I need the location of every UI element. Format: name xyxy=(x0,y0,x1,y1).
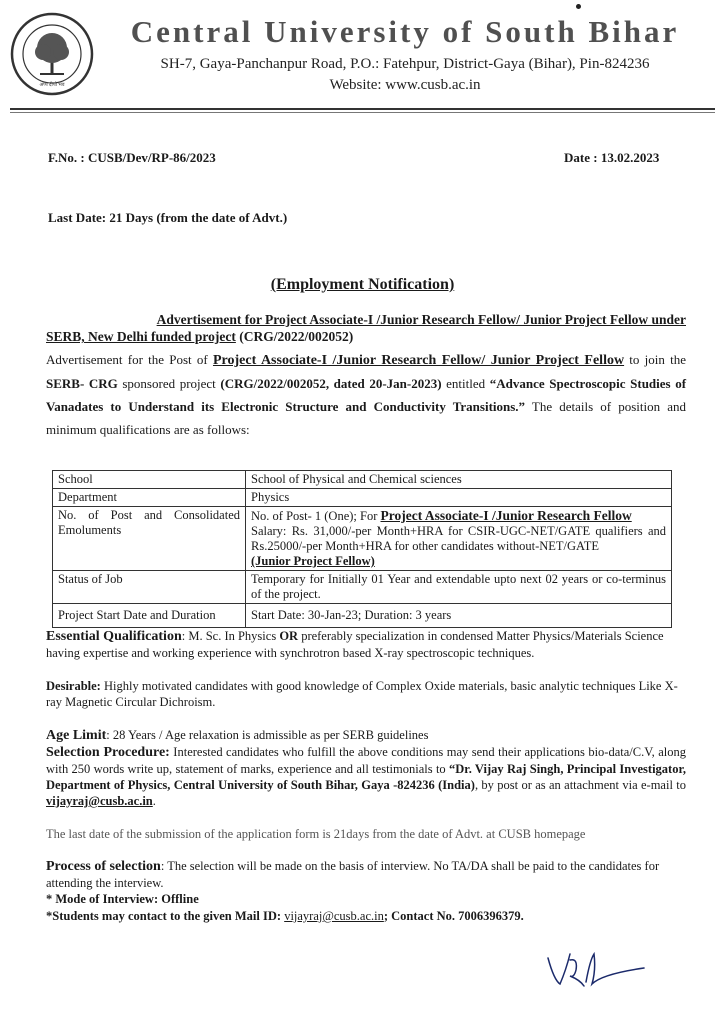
contact-prefix: *Students may contact to the given Mail ID: xyxy=(46,909,285,923)
table-cell-key: Status of Job xyxy=(53,571,246,604)
university-name: Central University of South Bihar xyxy=(130,14,680,49)
advt-heading-line1: Advertisement for Project Associate-I /Junior Research Fellow/ Junior Project Fellow under xyxy=(156,312,686,327)
header-rule-thin xyxy=(10,112,715,113)
table-cell-value: Physics xyxy=(246,489,672,507)
process-text: : The selection will be made on the basis of interview. No TA/DA shall be paid to the candidates for attending the interview. xyxy=(46,859,660,890)
process-label: Process of selection xyxy=(46,859,161,874)
table-row xyxy=(53,489,672,507)
table-cell-value: School of Physical and Chemical sciences xyxy=(246,471,672,489)
intro-text: entitled xyxy=(441,376,490,391)
table-row xyxy=(53,604,672,628)
handwritten-signature-icon xyxy=(540,940,650,995)
advertisement-heading xyxy=(46,311,686,345)
desirable-text: Highly motivated candidates with good knowledge of Complex Oxide materials, basic analytic techniques Like X-ray Magnetic Circular Dichroism. xyxy=(46,679,678,709)
contact-email-link[interactable]: vijayraj@cusb.ac.in xyxy=(284,909,384,923)
intro-text: sponsored project xyxy=(117,376,221,391)
table-row xyxy=(53,507,672,571)
age-label: Age Limit xyxy=(46,728,107,743)
contact-info xyxy=(46,908,686,924)
selection-text: . xyxy=(152,794,156,808)
university-seal-icon xyxy=(10,12,94,96)
notice-title: (Employment Notification) xyxy=(270,276,455,293)
table-cell-value: Temporary for Initially 01 Year and extendable upto next 02 years or co-terminus of the project. xyxy=(246,571,672,604)
essential-text: preferably specialization in condensed Matter Physics/Materials Science having expertise and working experience with synchrotron based X-ray spectroscopic techniques. xyxy=(46,629,664,660)
essential-label: Essential Qualification xyxy=(46,629,182,644)
table-cell-key: No. of Post and Consolidated Emoluments xyxy=(53,507,246,571)
intro-project-title: “Advance Spectroscopic Studies of Vanadates to Understand its Electronic Structure and Conductivity Transitions.” xyxy=(46,376,687,414)
table-cell-key: Project Start Date and Duration xyxy=(53,604,246,628)
table-cell-key: School xyxy=(53,471,246,489)
table-cell-value: Start Date: 30-Jan-23; Duration: 3 years xyxy=(246,604,672,628)
university-website: Website: www.cusb.ac.in xyxy=(329,77,481,93)
age-text: : 28 Years / Age relaxation is admissible as per SERB guidelines xyxy=(106,728,429,742)
selection-text: , by post or as an attachment via e-mail to xyxy=(474,778,686,792)
posts-title: Project Associate-I /Junior Research Fellow xyxy=(380,508,632,523)
selection-procedure xyxy=(46,744,686,809)
table-cell-key: Department xyxy=(53,489,246,507)
table-row xyxy=(53,471,672,489)
intro-post: Project Associate-I /Junior Research Fellow/ Junior Project Fellow xyxy=(212,353,625,368)
essential-or: OR xyxy=(279,629,299,643)
intro-serb: SERB- CRG xyxy=(46,376,118,391)
notice-date: Date : 13.02.2023 xyxy=(564,150,660,165)
intro-text: Advertisement for the Post of xyxy=(46,352,213,367)
table-cell-value xyxy=(246,507,672,571)
svg-text:अप्प दीपो भव: अप्प दीपो भव xyxy=(39,83,65,88)
essential-text: : M. Sc. In Physics xyxy=(181,629,280,643)
essential-qualification xyxy=(46,628,686,661)
jpf-label: (Junior Project Fellow) xyxy=(251,554,375,568)
intro-paragraph xyxy=(46,348,686,441)
advt-heading-project: (CRG/2022/002052) xyxy=(235,329,354,344)
last-date: Last Date: 21 Days (from the date of Advt.) xyxy=(48,210,288,225)
scan-dot xyxy=(576,4,581,9)
process-of-selection xyxy=(46,858,686,891)
table-row xyxy=(53,571,672,604)
desirable-qualification xyxy=(46,678,686,710)
selection-address: “Dr. Vijay Raj Singh, Principal Investigator, Department of Physics, Central University of South Bihar, Gaya -824236 (India) xyxy=(46,762,686,792)
selection-email-link[interactable]: vijayraj@cusb.ac.in xyxy=(46,794,153,808)
desirable-label: Desirable: xyxy=(46,679,101,693)
interview-mode: * Mode of Interview: Offline xyxy=(46,892,199,906)
contact-number: ; Contact No. 7006396379. xyxy=(383,909,524,923)
intro-project-id: (CRG/2022/002052, dated 20-Jan-2023) xyxy=(220,376,442,391)
header-rule xyxy=(10,108,715,110)
file-number: F.No. : CUSB/Dev/RP-86/2023 xyxy=(48,150,216,165)
university-address: SH-7, Gaya-Panchanpur Road, P.O.: Fatehpur, District-Gaya (Bihar), Pin-824236 xyxy=(160,56,650,72)
intro-text: to join the xyxy=(624,352,686,367)
posts-text: No. of Post- 1 (One); For xyxy=(251,509,381,523)
advt-heading-line2: SERB, New Delhi funded project xyxy=(46,329,236,344)
selection-text: Interested candidates who fulfill the above conditions may send their applications bio-data/C.V, along with 250 words write up, statement of marks, experience and all testimonials to xyxy=(46,745,686,776)
intro-text: The details of position and minimum qualifications are as follows: xyxy=(46,399,687,437)
age-limit xyxy=(46,727,686,744)
position-details-table xyxy=(52,470,672,628)
last-date-note: The last date of the submission of the application form is 21days from the date of Advt. at CUSB homepage xyxy=(46,827,586,841)
salary-text: Salary: Rs. 31,000/-per Month+HRA for CSIR-UGC-NET/GATE qualifiers and Rs.25000/-per Month+HRA for other candidates without-NET/GATE xyxy=(251,524,666,553)
selection-label: Selection Procedure: xyxy=(46,745,170,760)
